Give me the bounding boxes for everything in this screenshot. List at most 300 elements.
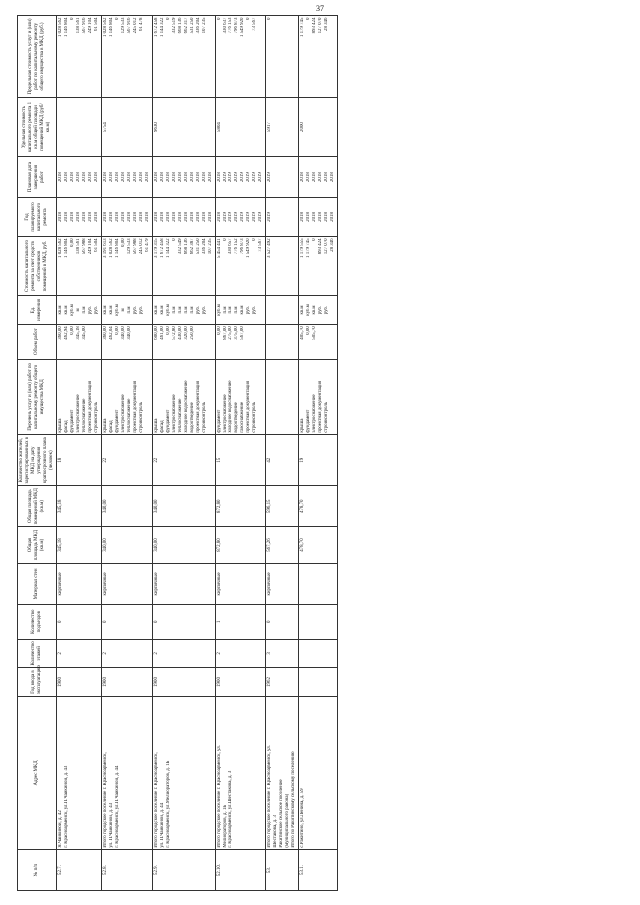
volume-cell-line: 405,70 [300,326,306,340]
units-cell-line: кв.м [63,305,69,315]
finish-cell-summary: 2018 [300,172,306,183]
plan-year-cell-line: 2018 [171,212,177,222]
works-cell-line: холодное водоснабжение [183,380,189,433]
works-cell [215,359,266,435]
residents-cell: 15 [215,435,266,486]
area-total-cell: 872,80 [215,527,266,564]
address-cell-line: Ракитинское сельское поселение [279,779,285,848]
cost-cell [56,236,101,295]
volume-cell-line: 567,00 [240,326,246,340]
plan-year-cell [299,198,338,237]
cost-cell-line: 531 250 [195,238,201,255]
limit-cost-cell [299,16,338,98]
cost-cell-line: 73 567 [258,238,264,252]
limit-cost-cell-line: 776 153 [228,17,234,34]
volume-cell-line: 462,94 [63,326,69,340]
cost-cell [299,236,338,295]
units-cell-line: п.м [234,306,240,314]
works-cell-line: водоотведение [234,402,240,433]
finish-cell-line: 2018 [306,172,312,183]
column-header: Ед. измерения [18,296,57,325]
cost-cell-line: 249 104 [87,238,93,255]
finish-cell-summary: 2018 [216,172,222,183]
address-cell-line: ул. П.Чайкиной, д. 44 [159,802,165,848]
row-number: 52.8. [101,850,152,891]
area-premises-cell: 872,80 [215,486,266,527]
cost-cell [266,236,299,295]
units-cell-line: кв.м [240,305,246,315]
specific-cost-cell-line: 5754 [102,122,108,132]
units-cell-line: куб.м [114,304,120,316]
plan-year-cell [152,198,215,237]
finish-cell-line: 2018 [318,172,324,183]
table-row [101,16,152,891]
limit-cost-cell-line: 662 317 [183,17,189,34]
finish-cell-line: 2019 [234,172,240,183]
finish-cell-line: 2018 [207,172,213,183]
works-cell [152,359,215,435]
limit-cost-cell-line: 1 146 804 [63,17,69,38]
residents-cell: 22 [101,435,152,486]
plan-year-cell-summary: 2018 [153,212,159,222]
limit-cost-cell [152,16,215,98]
limit-cost-cell-line: 893 424 [312,17,318,34]
finish-cell-summary: 2018 [153,172,159,183]
works-cell-line: проектная документация [195,380,201,433]
cost-cell-line: 0 [252,238,258,241]
page-number: 37 [316,4,324,13]
cost-cell-line: 127 070 [324,238,330,255]
specific-cost-cell [299,97,338,156]
cost-cell-line: 0 [222,238,228,241]
finish-cell-line: 2018 [132,172,138,183]
limit-cost-cell-line: 567 916 [81,17,87,34]
units-cell-line: п.м [222,306,228,314]
works-cell-line: крыша [153,418,159,433]
finish-cell-line: 2019 [258,172,264,183]
volume-cell-line [94,326,100,357]
limit-cost-cell-line: 332 519 [171,17,177,34]
year-cell: 1962 [266,668,299,697]
column-header: Количество подъездов [18,604,57,639]
specific-cost-cell-line: 9630 [153,122,159,132]
cost-cell-line: 1 028 562 [57,238,63,258]
finish-cell-line: 2018 [87,172,93,183]
finish-cell-line: 2018 [312,172,318,183]
floors-cell: 3 [266,639,299,668]
works-cell-line: проектная документация [87,380,93,433]
units-cell [215,296,266,325]
plan-year-cell-line: 2018 [306,212,312,222]
column-header: Материал стен [18,563,57,604]
cost-cell-line: 1 672 458 [159,238,165,258]
limit-cost-cell-line: 127 070 [318,17,324,34]
limit-cost-cell-line: 28 346 [324,17,330,31]
limit-cost-cell-line: 249 104 [87,17,93,34]
limit-cost-cell-line: 61 504 [93,17,99,31]
floors-cell: 2 [152,639,215,668]
units-cell-line: руб. [93,305,99,315]
cost-cell [152,236,215,295]
plan-year-cell [56,198,101,237]
entrances-cell: 0 [101,604,152,639]
cost-cell-line: 567 988 [132,238,138,255]
cost-cell-summary: 3 179 315 [153,238,159,258]
finish-cell-line: 2018 [189,172,195,183]
plan-year-cell-line: 2018 [159,212,165,222]
limit-cost-cell-line: 336 204 [195,17,201,34]
cost-cell-line: 107 235 [207,238,213,255]
plan-year-cell-line: 2018 [132,212,138,222]
finish-cell-line: 2019 [222,172,228,183]
units-cell-line: п.м [81,306,87,314]
plan-year-cell-line: 2018 [138,212,144,222]
floors-cell: 2 [56,639,101,668]
works-cell-line: фундамент [216,409,222,433]
cost-cell [101,236,152,295]
finish-cell-line: 2018 [57,172,63,183]
volume-cell-line: 600,00 [153,326,159,340]
units-cell-line: руб. [132,305,138,315]
volume-cell-line [324,326,330,357]
cost-cell-line: 662 387 [189,238,195,255]
limit-cost-cell-line: 129 533 [120,17,126,34]
plan-year-cell-line: 2018 [201,212,207,222]
limit-cost-cell-line: 61 478 [138,17,144,31]
units-cell-line: кв.м [300,305,306,315]
units-cell-line: п.м [126,306,132,314]
works-cell-line: электроснабжение [120,394,126,433]
limit-cost-cell [266,16,299,98]
works-cell-line: проектная документация [318,380,324,433]
plan-year-cell-summary: 2018 [216,212,222,222]
year-cell: 1900 [215,668,266,697]
finish-cell-line: 2018 [138,172,144,183]
units-cell-line: куб.м [216,304,222,316]
column-header: Общая площадь МКД (кв.м) [18,527,57,564]
column-header: Объем работ [18,324,57,359]
units-cell-line: п.м [183,306,189,314]
cost-cell-line: 567 988 [81,238,87,255]
finish-cell [152,157,215,198]
limit-cost-cell-line: 0 [114,17,120,20]
address-cell-line: Итого по Ракитинскому сельскому поселению [291,751,297,848]
material-cell: кирпичные [266,563,299,604]
finish-cell-line: 2018 [81,172,87,183]
plan-year-cell-line: 2018 [324,212,330,222]
column-header: Удельная стоимость капитального ремонта 1 кв.м общей площади помещений МКД (руб/кв.м) [18,97,57,156]
plan-year-cell-line: 2018 [114,212,120,222]
units-cell-line: кв.м [159,305,165,315]
entrances-cell: 1 [215,604,266,639]
works-cell [56,359,101,435]
plan-year-cell-line: 2018 [318,212,324,222]
plan-year-cell-line: 2018 [195,212,201,222]
finish-cell-line: 2018 [171,172,177,183]
limit-cost-cell-line: 567 916 [126,17,132,34]
units-cell-line: п.м [228,306,234,314]
finish-cell-line: 2018 [120,172,126,183]
works-cell-line: теплоснабжение [81,398,87,433]
address-cell [215,696,266,849]
cost-cell-line: 0 [171,238,177,241]
residents-cell: 42 [266,435,299,486]
plan-year-cell-line: 2018 [144,212,150,222]
year-cell: 1900 [152,668,215,697]
works-cell-line: крыша [57,418,63,433]
finish-cell-line: 2018 [126,172,132,183]
units-cell-line: руб. [195,305,201,315]
cost-cell-line: 1 028 562 [108,238,114,258]
entrances-cell: 0 [266,604,299,639]
finish-cell [101,157,152,198]
works-cell-line: фасад [63,420,69,433]
area-premises-cell: 345,18 [56,486,101,527]
column-header: Перечень услуг и (или) работ по капитальному ремонту общего имущества МКД [18,359,57,435]
finish-cell-line: 2019 [240,172,246,183]
cost-cell-line: 1 146 804 [63,238,69,258]
limit-cost-cell-line: 1 549 920 [240,17,246,38]
specific-cost-cell [101,97,152,156]
volume-cell [266,324,299,359]
finish-cell-line: 2018 [177,172,183,183]
units-cell-line: кв.м [102,305,108,315]
works-cell-line: проектная документация [246,380,252,433]
plan-year-cell-line: 2018 [57,212,63,222]
plan-year-cell-line: 2018 [189,212,195,222]
finish-cell-line: 2018 [63,172,69,183]
units-cell-line: руб. [138,305,144,315]
residents-cell: 22 [152,435,215,486]
specific-cost-cell [152,97,215,156]
address-cell [56,696,101,849]
cost-cell-line: 668 136 [183,238,189,255]
works-cell-line: электроснабжение [312,394,318,433]
units-cell-line: кв.м [108,305,114,315]
table-row [56,16,101,891]
works-cell-line: электроснабжение [171,394,177,433]
plan-year-cell-line: 2018 [120,212,126,222]
year-cell: 1900 [101,668,152,697]
row-number: 52.7. [56,850,101,891]
floors-cell: 2 [101,639,152,668]
limit-cost-cell-line: 0 [165,17,171,20]
works-cell-line: стройконтроль [252,401,258,433]
cost-cell-line: 330 657 [228,238,234,255]
units-cell [56,296,101,325]
plan-year-cell-line: 2018 [183,212,189,222]
volume-cell-line: 461,00 [159,326,165,340]
units-cell-line: руб. [246,305,252,315]
limit-cost-cell-line: 1 179 745 [300,17,306,38]
cost-cell-line: 61 504 [93,238,99,252]
address-cell-line: г. Красноармейск, ул.Шестакова, д. 3 [228,770,234,848]
specific-cost-cell [215,97,266,156]
volume-cell-line [252,326,258,357]
limit-cost-cell [101,16,152,98]
plan-year-cell-line: 2019 [258,212,264,222]
address-cell-line: ул. П.Чайкиной, д. 43 [108,802,114,848]
cost-cell-line: 1 179 745 [306,238,312,258]
column-header: Год планируемого капитального ремонта [18,198,57,237]
units-cell-line: руб. [252,305,258,315]
cost-cell-line: 245 012 [138,238,144,255]
finish-cell-line: 2018 [201,172,207,183]
plan-year-cell-line: 2018 [69,212,75,222]
address-cell-line: Итого городское поселение г. Красноармейск, [102,752,108,848]
volume-cell [101,324,152,359]
floors-cell: 2 [215,639,266,668]
volume-cell-line: 345,18 [75,326,81,340]
works-cell-line: фасад [159,420,165,433]
area-total-cell: 567,26 [266,527,299,564]
material-cell: кирпичные [56,563,101,604]
limit-cost-cell-line: 0 [69,17,75,20]
area-premises-cell: 340,00 [101,486,152,527]
column-header: Количество этажей [18,639,57,668]
limit-cost-cell-line: 1 028 562 [102,17,108,38]
limit-cost-cell-line: 1 144 322 [159,17,165,38]
plan-year-cell-line: 2018 [108,212,114,222]
year-cell: 1900 [56,668,101,697]
cost-cell-line: 0,00 [120,238,126,247]
material-cell [299,563,338,604]
units-cell-line: куб.м [69,304,75,316]
units-cell-line: м [120,308,126,312]
plan-year-cell-summary: 2019 [267,212,273,222]
units-cell [152,296,215,325]
works-cell-line: фундамент [306,409,312,433]
units-cell-line: п.м [189,306,195,314]
entrances-cell: 0 [152,604,215,639]
plan-year-cell-line: 2019 [222,212,228,222]
units-cell [101,296,152,325]
limit-cost-cell-line: 1 028 562 [57,17,63,38]
address-cell-line: Шестакова, д. 3 [273,815,279,848]
works-cell-line: водоотведение [189,402,195,433]
table-row [299,16,338,891]
address-cell-line: г. Красноармейск, ул.П.Чайкиной, д. 44 [114,765,120,848]
finish-cell [215,157,266,198]
volume-cell-line: 320,00 [183,326,189,340]
works-cell-line: фундамент [69,409,75,433]
limit-cost-cell-line: 138 561 [75,17,81,34]
plan-year-cell-line: 2018 [177,212,183,222]
material-cell: кирпичные [101,563,152,604]
finish-cell-line: 2018 [330,172,336,183]
plan-year-cell-line: 2018 [165,212,171,222]
plan-year-cell-line: 2019 [228,212,234,222]
floors-cell [299,639,338,668]
table-row [215,16,266,891]
limit-cost-cell-line: 796 873 [234,17,240,34]
volume-cell [56,324,101,359]
area-total-cell: 340,00 [101,527,152,564]
units-cell-line: руб. [324,305,330,315]
specific-cost-cell-line: 5917 [267,122,273,132]
row-number: 53.1. [299,850,338,891]
plan-year-cell-line: 2018 [81,212,87,222]
limit-cost-cell-line: 1 146 804 [108,17,114,38]
plan-year-cell-summary: 2018 [102,212,108,222]
repair-plan-table [17,15,338,891]
finish-cell-line: 2018 [324,172,330,183]
area-premises-cell: 340,00 [152,486,215,527]
units-cell-line: кв.м [312,305,318,315]
finish-cell-line: 2018 [165,172,171,183]
limit-cost-cell-line: 531 250 [189,17,195,34]
works-cell-line: стройконтроль [324,401,330,433]
address-cell-line: г. Красноармейск, ул.Мелиораторов, д. 1Б [165,760,171,848]
rotated-table-container [17,15,623,891]
plan-year-cell-line: 2018 [207,212,213,222]
address-cell-line: Итого городское поселение г. Красноармейск, ул. [267,745,273,848]
cost-cell-summary: 3 527 492 [267,238,273,258]
address-cell [266,696,299,849]
works-cell-line: проектная документация [132,380,138,433]
volume-cell [152,324,215,359]
plan-year-cell-line: 2018 [126,212,132,222]
cost-cell-line: 0 [312,238,318,241]
volume-cell [215,324,266,359]
volume-cell-line: 375,00 [234,326,240,340]
specific-cost-cell [266,97,299,156]
finish-cell-line: 2018 [114,172,120,183]
address-cell-line: Итого городское поселение г. Красноармейск, [153,752,159,848]
cost-cell-line: 1 146 804 [114,238,120,258]
works-cell [101,359,152,435]
limit-cost-cell [56,16,101,98]
units-cell-line: руб. [87,305,93,315]
limit-cost-cell [215,16,266,98]
column-header: Плановая дата завершения работ [18,157,57,198]
volume-cell-line: 0,00 [216,326,222,335]
table-header-row [18,16,57,891]
year-cell [299,668,338,697]
volume-cell-line: 275,00 [228,326,234,340]
volume-cell-line: 0,00 [306,326,312,335]
plan-year-cell [101,198,152,237]
cost-cell-line: 1 549 920 [246,238,252,258]
address-cell-line: Мелиораторов, д. 1Б [222,804,228,848]
works-cell-line: электроснабжение [222,394,228,433]
cost-cell-line: 61 479 [144,238,150,252]
finish-cell [299,157,338,198]
finish-cell-line: 2018 [93,172,99,183]
works-cell-line: крыша [300,418,306,433]
finish-cell-line: 2018 [108,172,114,183]
finish-cell-line: 2018 [195,172,201,183]
limit-cost-cell-line: 330 637 [222,17,228,34]
volume-cell-line: 0,00 [69,326,75,335]
address-cell [152,696,215,849]
finish-cell-line: 2019 [252,172,258,183]
finish-cell-line: 2018 [69,172,75,183]
volume-cell-line: 572,80 [171,326,177,340]
volume-cell [299,324,338,359]
plan-year-cell-summary: 2018 [300,212,306,222]
area-total-cell: 345,18 [56,527,101,564]
entrances-cell: 0 [56,604,101,639]
volume-cell-line: 360,00 [57,326,63,340]
cost-cell-summary: 3 191 613 [102,238,108,258]
works-cell-line: электроснабжение [75,394,81,433]
row-number: 53. [266,850,299,891]
works-cell [299,359,338,435]
cost-cell-line: 336 204 [201,238,207,255]
area-premises-cell: 596,15 [266,486,299,527]
volume-cell-line: 462,04 [108,326,114,340]
